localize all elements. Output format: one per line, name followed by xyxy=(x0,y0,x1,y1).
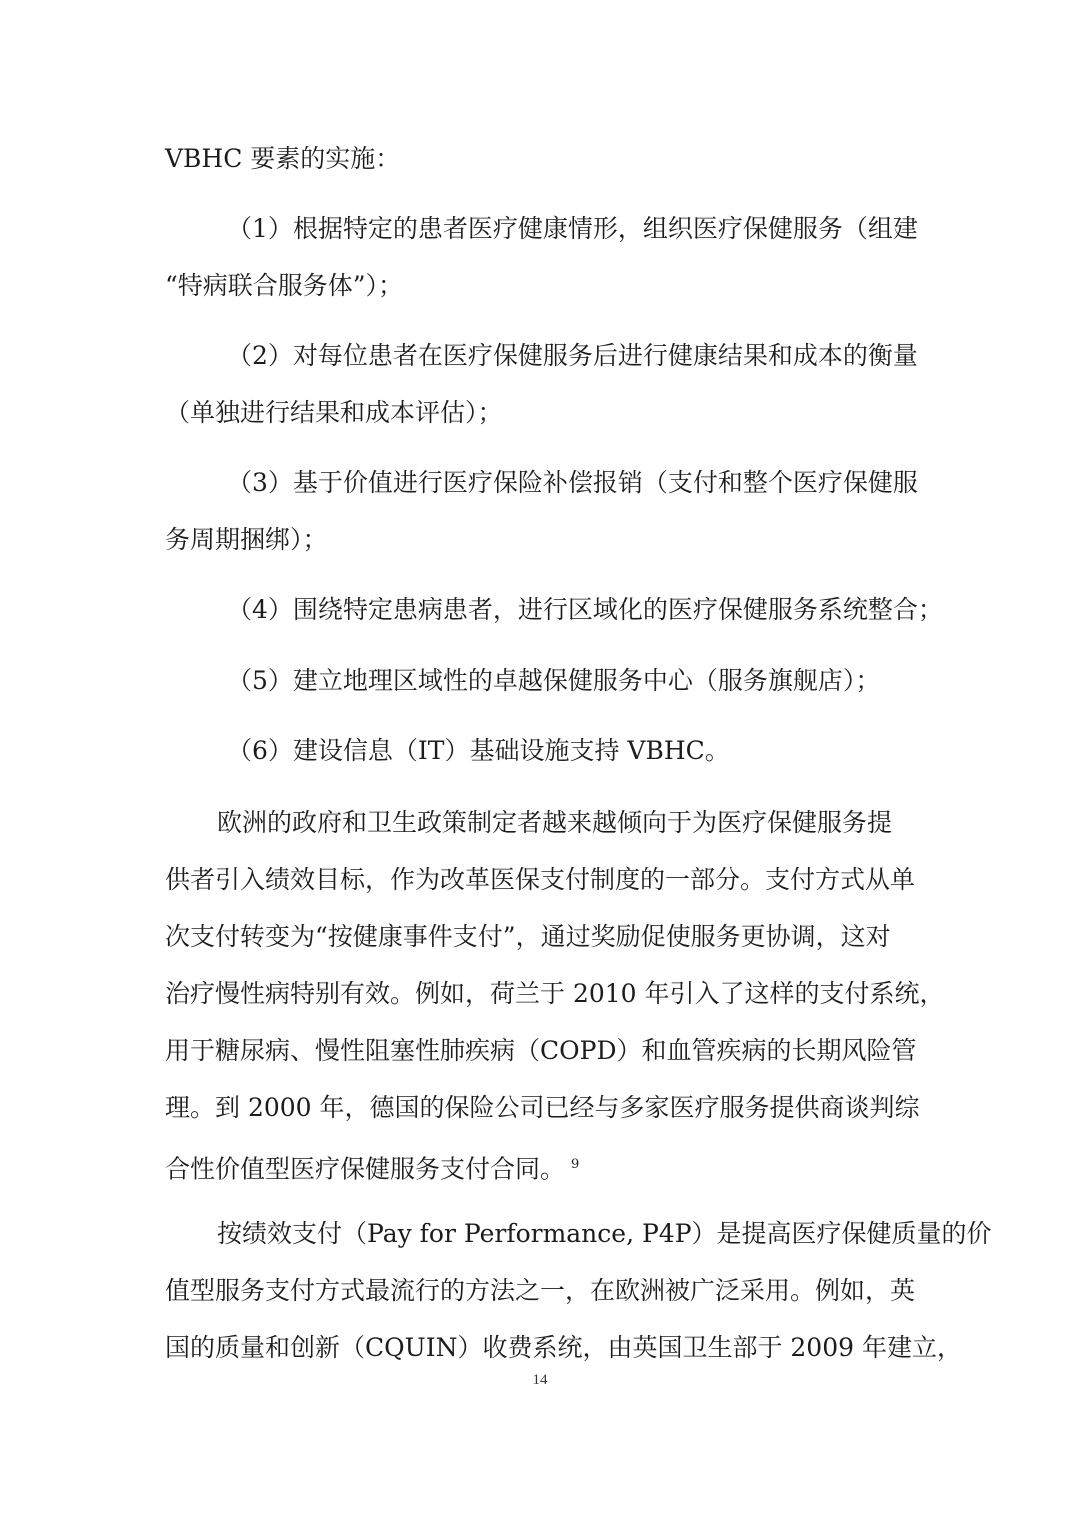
list-item-1-line-1: （1）根据特定的患者医疗健康情形，组织医疗保健服务（组建 xyxy=(227,214,918,243)
paragraph-2-line-2: 值型服务支付方式最流行的方法之一，在欧洲被广泛采用。例如，英 xyxy=(165,1276,916,1305)
list-item-1-line-2: “特病联合服务体”）； xyxy=(165,271,404,300)
paragraph-1-line-7 xyxy=(165,1150,579,1184)
list-item-3-line-2: 务周期捆绑）； xyxy=(165,525,328,554)
footnote-reference: 9 xyxy=(571,1157,580,1172)
list-item-3-line-1: （3）基于价值进行医疗保险补偿报销（支付和整个医疗保健服 xyxy=(227,468,918,497)
paragraph-1-line-6: 理。到 2000 年，德国的保险公司已经与多家医疗服务提供商谈判综 xyxy=(165,1093,920,1122)
list-item-2-line-2: （单独进行结果和成本评估）； xyxy=(165,398,503,427)
paragraph-1-line-1: 欧洲的政府和卫生政策制定者越来越倾向于为医疗保健服务提 xyxy=(217,808,893,837)
page-number: 14 xyxy=(532,1372,548,1388)
paragraph-1-line-3: 次支付转变为“按健康事件支付”，通过奖励促使服务更协调，这对 xyxy=(165,922,891,951)
list-item-4: （4）围绕特定患病患者，进行区域化的医疗保健服务系统整合； xyxy=(227,595,943,624)
paragraph-1-line-7-text: 合性价值型医疗保健服务支付合同。 xyxy=(165,1154,566,1184)
paragraph-1-line-2: 供者引入绩效目标，作为改革医保支付制度的一部分。支付方式从单 xyxy=(165,865,916,894)
paragraph-1-line-5: 用于糖尿病、慢性阻塞性肺疾病（COPD）和血管疾病的长期风险管 xyxy=(165,1036,917,1065)
paragraph-1-line-4: 治疗慢性病特别有效。例如，荷兰于 2010 年引入了这样的支付系统， xyxy=(165,979,945,1008)
paragraph-2-line-1: 按绩效支付（Pay for Performance, P4P）是提高医疗保健质量的价 xyxy=(217,1219,992,1248)
paragraph-2-line-3: 国的质量和创新（CQUIN）收费系统，由英国卫生部于 2009 年建立， xyxy=(165,1333,962,1362)
list-item-2-line-1: （2）对每位患者在医疗保健服务后进行健康结果和成本的衡量 xyxy=(227,341,918,370)
list-item-5: （5）建立地理区域性的卓越保健服务中心（服务旗舰店）； xyxy=(227,666,881,695)
list-item-6: （6）建设信息（IT）基础设施支持 VBHC。 xyxy=(227,736,730,765)
intro-line: VBHC 要素的实施： xyxy=(165,144,401,173)
